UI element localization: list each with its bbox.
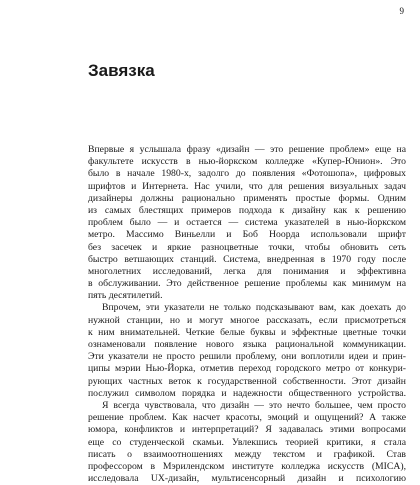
text-line: в обслуживании. Это действенное решение проблемы как минимум на (88, 278, 406, 290)
text-line: было в начале 1980-х, задолго до появления «Фотошопа», цифровых (88, 168, 406, 180)
text-line: рующих частных веток к государственной собственности. Этот дизайн (88, 375, 406, 387)
page-number: 9 (399, 6, 404, 16)
text-line: еще со студенческой скамьи. Увлекшись теорией критики, я стала (88, 436, 406, 448)
text-line: шрифтов и Интернета. Нас учили, что для решения визуальных задач (88, 180, 406, 192)
text-line: послужил символом порядка и надежности общественного устройства. (88, 387, 406, 399)
text-line: метро. Массимо Виньелли и Боб Ноорда использовали шрифт (88, 229, 406, 241)
chapter-title: Завязка (88, 61, 155, 80)
text-line: пять десятилетий. (88, 290, 163, 302)
text-line: ознаменовали появление нового языка рациональной коммуникации. (88, 339, 406, 350)
text-line: исследовала UX-дизайн, мультисенсорный дизайн и психологию (88, 473, 406, 485)
text-line: профессором в Мэрилендском институте колледжа искусств (MICA), (88, 460, 406, 472)
text-line: писать о взаимоотношениях между текстом и графикой. Став (88, 448, 406, 460)
text-line: Эти указатели не просто решили проблему, они воплотили идеи и прин- (88, 351, 406, 363)
text-line: решение проблем. Как насчет красоты, эмоций и ощущений? А также (88, 412, 406, 424)
text-line: к ним внимательней. Четкие белые буквы и эффектные цветные точки (88, 326, 406, 338)
body-text (88, 144, 406, 485)
text-line: дизайнеры должны рационально применять простые формы. Одним (88, 192, 406, 204)
text-line: нужной станции, но и могут многое рассказать, если присмотреться (88, 314, 406, 326)
text-line: проблем было — и остается — система указателей в нью-йоркском (88, 217, 406, 229)
text-line: ципы мэрии Нью-Йорка, отметив переход городского метро от конкури- (88, 363, 406, 375)
text-line: Впервые я услышала фразу «дизайн — это решение проблем» еще на (88, 144, 406, 155)
text-line: юмора, конфликтов и интерпретаций? Я задавалась этими вопросами (88, 424, 406, 436)
text-line: многолетних исследований, легка для понимания и эффективна (88, 265, 406, 277)
text-line: быстро ветшающих станций. Система, внедренная в 1970 году после (88, 253, 406, 265)
text-line: без засечек и яркие разноцветные точки, чтобы обновить сеть (88, 241, 406, 253)
text-line: из самых блестящих примеров подхода к дизайну как к решению (88, 204, 406, 216)
text-line: факультете искусств в нью-йоркском колледже «Купер-Юнион». Это (88, 156, 406, 168)
text-line: Впрочем, эти указатели не только подсказывают вам, как доехать до (102, 302, 406, 314)
text-line: Я всегда чувствовала, что дизайн — это нечто большее, чем просто (102, 399, 406, 411)
